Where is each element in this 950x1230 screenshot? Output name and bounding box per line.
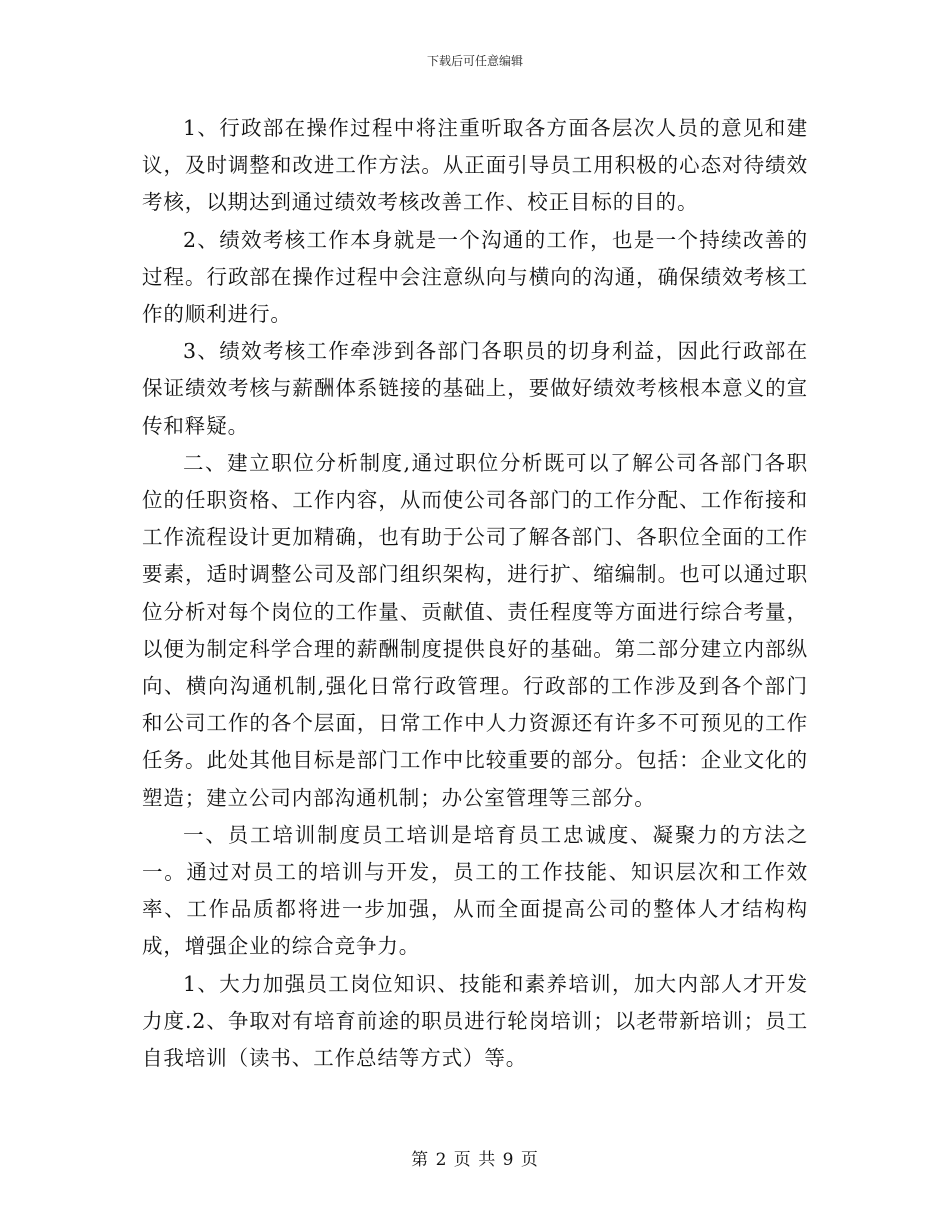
document-body bbox=[142, 110, 808, 1077]
paragraph-6: 1、大力加强员工岗位知识、技能和素养培训，加大内部人才开发力度.2、争取对有培育前途的职员进行轮岗培训；以老带新培训；员工自我培训（读书、工作总结等方式）等。 bbox=[142, 971, 808, 1071]
paragraph-5: 一、员工培训制度员工培训是培育员工忠诚度、凝聚力的方法之一。通过对员工的培训与开发，员工的工作技能、知识层次和工作效率、工作品质都将进一步加强，从而全面提高公司的整体人才结构构成，增强企业的综合竞争力。 bbox=[142, 822, 808, 959]
page-header-note: 下载后可任意编辑 bbox=[426, 54, 523, 68]
paragraph-1: 1、行政部在操作过程中将注重听取各方面各层次人员的意见和建议，及时调整和改进工作方法。从正面引导员工用积极的心态对待绩效考核，以期达到通过绩效考核改善工作、校正目标的目的。 bbox=[142, 116, 808, 215]
page-number-footer: 第 2 页 共 9 页 bbox=[411, 1150, 539, 1170]
paragraph-2: 2、绩效考核工作本身就是一个沟通的工作，也是一个持续改善的过程。行政部在操作过程中会注意纵向与横向的沟通，确保绩效考核工作的顺利进行。 bbox=[142, 227, 808, 327]
paragraph-3: 3、绩效考核工作牵涉到各部门各职员的切身利益，因此行政部在保证绩效考核与薪酬体系链接的基础上，要做好绩效考核根本意义的宣传和释疑。 bbox=[142, 339, 808, 438]
paragraph-4: 二、建立职位分析制度,通过职位分析既可以了解公司各部门各职位的任职资格、工作内容，从而使公司各部门的工作分配、工作衔接和工作流程设计更加精确，也有助于公司了解各部门、各职位全面的工作要素，适时调整公司及部门组织架构，进行扩、缩编制。也可以通过职位分析对每个岗位的工作量、贡献值、责任程度等方面进行综合考量，以便为制定科学合理的薪酬制度提供良好的基础。第二部分建立内部纵向、横向沟通机制,强化日常行政管理。行政部的工作涉及到各个部门和公司工作的各个层面，日常工作中人力资源还有许多不可预见的工作任务。此处其他目标是部门工作中比较重要的部分。包括：企业文化的塑造；建立公司内部沟通机制；办公室管理等三部分。 bbox=[142, 450, 808, 810]
